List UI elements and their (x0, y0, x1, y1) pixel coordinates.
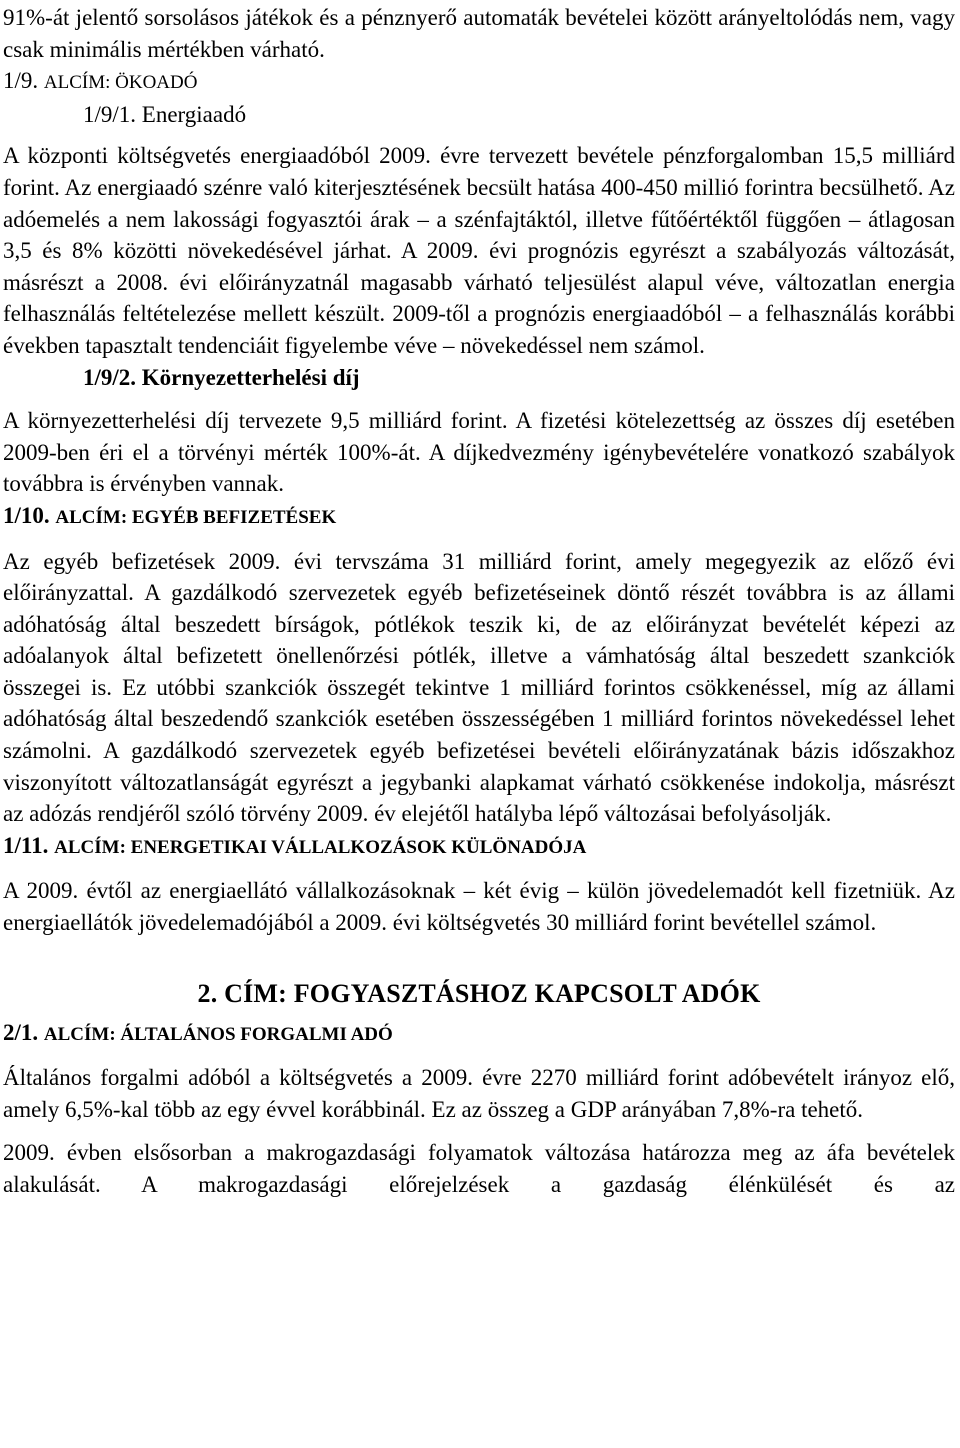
section-number: 2/1. (3, 1019, 39, 1045)
document-page (3, 2, 955, 1201)
intro-paragraph: 91%-át jelentő sorsolásos játékok és a pénznyerő automaták bevételei között arányeltolódás nem, vagy csak minimális mértékben várható. (3, 5, 955, 62)
section-heading-1-9 (3, 65, 955, 99)
section-title: ALCÍM: ENERGETIKAI VÁLLALKOZÁSOK KÜLÖNADÓJA (54, 836, 587, 858)
environmental-fee-paragraph: A környezetterhelési díj tervezete 9,5 milliárd forint. A fizetési kötelezettség az összes díj esetében 2009-ben éri el a törvényi mérték 100%-át. A díjkedvezmény igénybevételére vonatkozó szabályok továbbra is érvényben vannak. (3, 408, 955, 497)
other-payments-paragraph: Az egyéb befizetések 2009. évi tervszáma 31 milliárd forint, amely megegyezik az előző évi előirányzattal. A gazdálkodó szervezetek egyéb befizetéseinek döntő részét továbbra is az állami adóhatóság által beszedett bírságok, pótlékok teszik ki, de az előirányzat bevételét képezi az adóalanyok által befizetett önellenőrzési pótlék, illetve a vámhatóság által beszedett szankciók összegei is. Ez utóbbi szankciók összegét tekintve 1 milliárd forintos csökkenéssel, míg az állami adóhatóság által beszedendő szankciók esetében összességében 1 milliárd forintos növekedéssel lehet számolni. A gazdálkodó szervezetek egyéb befizetései bevételi előirányzatának bázis időszakhoz viszonyított változatlanságát egyrészt a jegybanki alapkamat várható csökkenése indokolja, másrészt az adózás rendjéről szóló törvény 2009. év elejétől hatályba lépő változásai befolyásolják. (3, 548, 955, 827)
section-number: 1/10. (3, 502, 50, 528)
section-title: ALCÍM: EGYÉB BEFIZETÉSEK (55, 506, 337, 528)
vat-paragraph-2: 2009. évben elsősorban a makrogazdasági folyamatok változása határozza meg az áfa bevételek alakulását. A makrogazdasági előrejelzések a gazdaság élénkülését és az (3, 1140, 955, 1197)
vat-paragraph: Általános forgalmi adóból a költségvetés a 2009. évre 2270 milliárd forint adóbevételt irányoz elő, amely 6,5%-kal több az egy évvel korábbinál. Ez az összeg a GDP arányában 7,8%-ra tehető. (3, 1065, 955, 1122)
section-title: ALCÍM: ÖKOADÓ (43, 72, 198, 94)
section-title: ALCÍM: ÁLTALÁNOS FORGALMI ADÓ (43, 1023, 393, 1045)
section-heading-1-11 (3, 830, 955, 864)
section-number: 1/9/2. (83, 364, 137, 390)
section-heading-1-10 (3, 500, 955, 534)
section-title: Környezetterhelési díj (141, 364, 360, 390)
section-number: 1/9/1. (83, 101, 137, 127)
section-heading-1-9-1 (3, 99, 955, 131)
section-number: 1/11. (3, 832, 49, 858)
section-title: Energiaadó (141, 101, 247, 127)
section-heading-2-1 (3, 1017, 955, 1051)
section-heading-1-9-2 (3, 362, 955, 394)
energy-tax-paragraph: A központi költségvetés energiaadóból 2009. évre tervezett bevétele pénzforgalomban 15,5 milliárd forint. Az energiaadó szénre való kiterjesztésének becsült hatása 400-450 millió forintra becsülhető. Az adóemelés a nem lakossági fogyasztói árak – a szénfajtáktól, illetve fűtőértéktől függően – átlagosan 3,5 és 8% közötti növekedésével járhat. A 2009. évi prognózis egyrészt a szabályozás változását, másrészt a 2008. évi előirányzatnál magasabb várható teljesülést alapul véve, változatlan energia felhasználás feltételezése mellett készült. 2009-től a prognózis energiaadóból – a felhasználás korábbi években tapasztalt tendenciáit figyelembe véve – növekedéssel nem számol. (3, 143, 955, 358)
chapter-2-heading: 2. CÍM: FOGYASZTÁSHOZ KAPCSOLT ADÓK (197, 978, 761, 1008)
section-number: 1/9. (3, 68, 39, 94)
energetic-enterprises-paragraph: A 2009. évtől az energiaellátó vállalkozásoknak – két évig – külön jövedelemadót kell fizetniük. Az energiaellátók jövedelemadójából a 2009. évi költségvetés 30 milliárd forint bevétellel számol. (3, 878, 955, 936)
